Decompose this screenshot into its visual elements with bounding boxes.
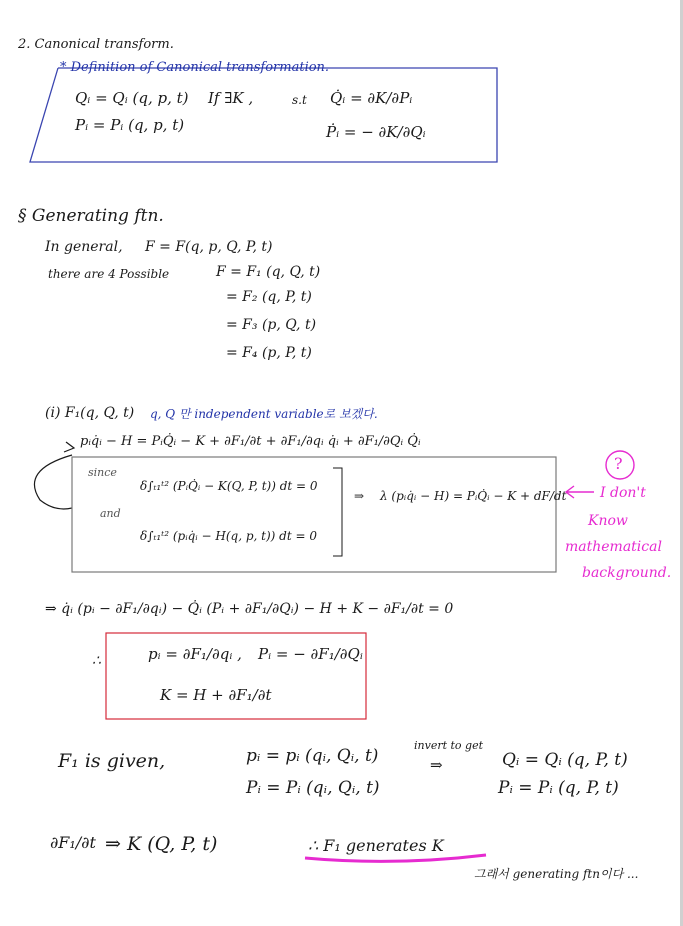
if-exists-k: If ∃K , — [208, 89, 254, 107]
f1-given-label: F₁ is given, — [58, 750, 166, 772]
in-general-label: In general, — [45, 239, 123, 255]
f3-type: = F₃ (p, Q, t) — [226, 317, 317, 333]
integral-new-coords: δ∫ₜ₁ᵗ² (PᵢQ̇ᵢ − K(Q, P, t)) dt = 0 — [140, 479, 318, 493]
case-one-title: (i) F₁(q, Q, t) — [45, 405, 135, 421]
section-heading-generating: § Generating ftn. — [18, 206, 164, 226]
invert-label: invert to get — [414, 739, 484, 752]
question-mark-icon: ? — [614, 454, 623, 473]
new-momentum-result: Pᵢ = − ∂F₁/∂Qᵢ — [258, 645, 363, 663]
and-label: and — [100, 507, 121, 520]
dont-know-line-3: mathematical — [565, 539, 662, 555]
momentum-result: pᵢ = ∂F₁/∂qᵢ , — [148, 645, 242, 663]
partial-f1-dt: ∂F₁/∂t — [50, 833, 96, 852]
f4-type: = F₄ (p, P, t) — [226, 345, 312, 361]
k-of-qpt: ⇒ K (Q, P, t) — [105, 833, 218, 855]
P-given-eq: Pᵢ = Pᵢ (qᵢ, Qᵢ, t) — [246, 778, 380, 798]
dont-know-line-4: background. — [582, 565, 672, 581]
p-given-eq: pᵢ = pᵢ (qᵢ, Qᵢ, t) — [246, 746, 379, 766]
therefore-symbol: ∴ — [92, 653, 101, 669]
general-f-eq: F = F(q, p, Q, P, t) — [145, 239, 273, 255]
expanded-equation: ⇒ q̇ᵢ (pᵢ − ∂F₁/∂qᵢ) − Q̇ᵢ (Pᵢ + ∂F₁/∂Qᵢ) − H + K − ∂F₁/∂t = 0 — [45, 601, 454, 617]
four-possible-label: there are 4 Possible — [48, 267, 170, 281]
integral-old-coords: δ∫ₜ₁ᵗ² (pᵢq̇ᵢ − H(q, p, t)) dt = 0 — [140, 529, 317, 543]
new-hamiltonian-result: K = H + ∂F₁/∂t — [160, 686, 272, 704]
f1-type: F = F₁ (q, Q, t) — [216, 264, 321, 280]
dont-know-line-1: I don't — [600, 485, 646, 501]
f2-type: = F₂ (q, P, t) — [226, 289, 312, 305]
dont-know-line-2: Know — [588, 513, 628, 529]
case-one-note: q, Q 만 independent variable로 보겠다. — [150, 407, 378, 421]
hamilton-q-dot: Q̇ᵢ = ∂K/∂Pᵢ — [330, 89, 413, 107]
implies-arrow: ⇒ — [354, 489, 365, 503]
P-inverted-eq: Pᵢ = Pᵢ (q, P, t) — [498, 778, 619, 798]
section-heading-canonical: 2. Canonical transform. — [18, 37, 174, 52]
lambda-equation: λ (pᵢq̇ᵢ − H) = PᵢQ̇ᵢ − K + dF/dt — [380, 489, 567, 503]
variational-equality: pᵢq̇ᵢ − H = PᵢQ̇ᵢ − K + ∂F₁/∂t + ∂F₁/∂qᵢ q̇ᵢ + ∂F₁/∂Qᵢ Q̇ᵢ — [80, 434, 421, 449]
hamilton-p-dot: Ṗᵢ = − ∂K/∂Qᵢ — [326, 123, 426, 141]
since-label: since — [88, 466, 117, 479]
definition-title: * Definition of Canonical transformation. — [60, 60, 330, 75]
such-that: s.t — [292, 93, 307, 107]
Q-inverted-eq: Qᵢ = Qᵢ (q, P, t) — [502, 750, 628, 770]
q-transform-eq: Qᵢ = Qᵢ (q, p, t) — [75, 89, 189, 107]
korean-footnote: 그래서 generating ftn이다 ... — [474, 867, 639, 881]
f1-generates-k: ∴ F₁ generates K — [308, 836, 444, 855]
p-transform-eq: Pᵢ = Pᵢ (q, p, t) — [75, 116, 185, 134]
invert-arrow-icon: ⇒ — [430, 756, 443, 774]
